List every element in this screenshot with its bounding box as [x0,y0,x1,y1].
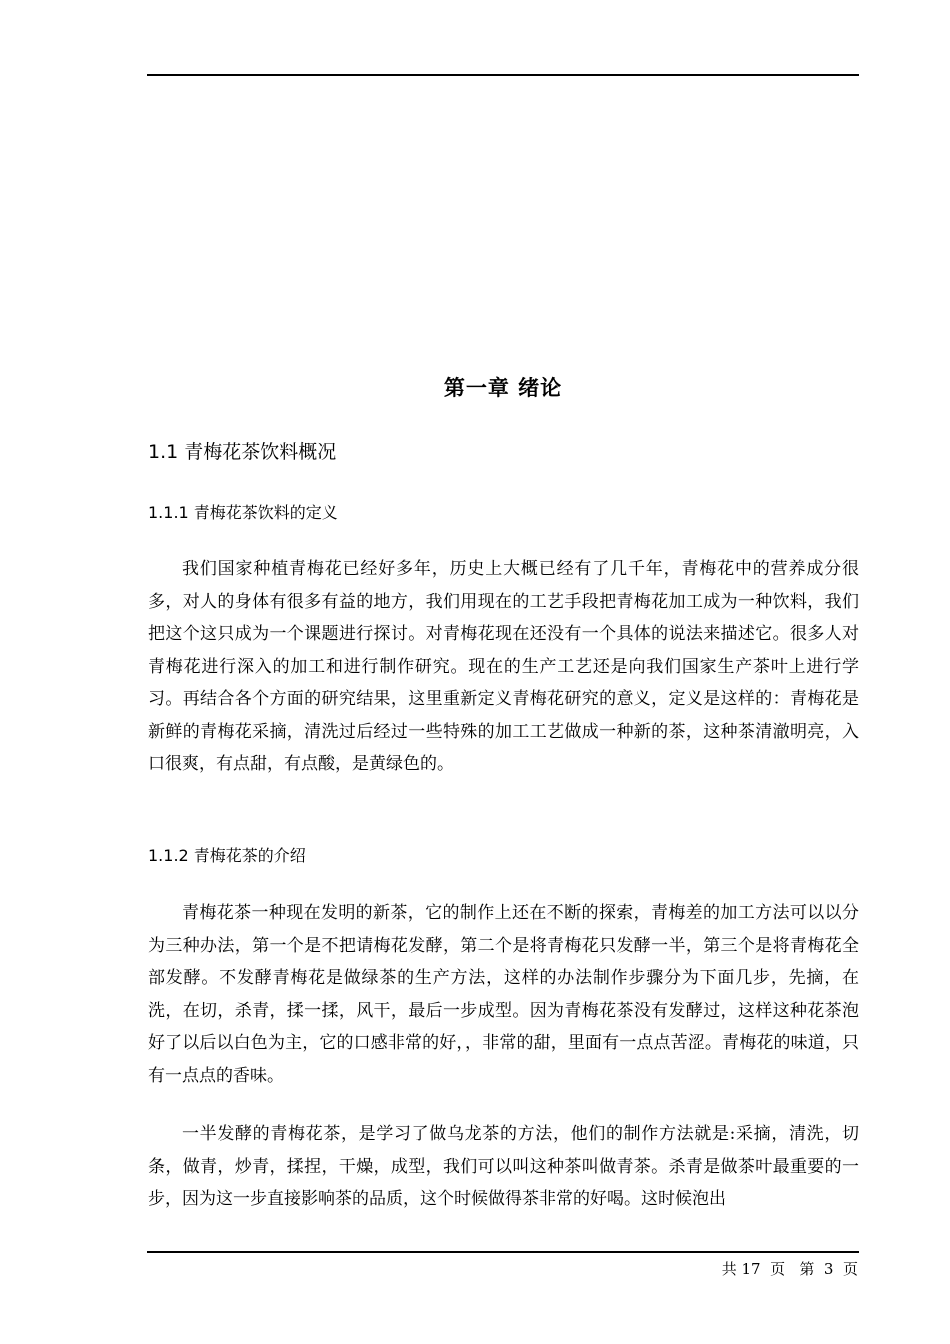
paragraph-definition: 我们国家种植青梅花已经好多年，历史上大概已经有了几千年，青梅花中的营养成分很多，对人的身体有很多有益的地方，我们用现在的工艺手段把青梅花加工成为一种饮料，我们把这个这只成为一个课题进行探讨。对青梅花现在还没有一个具体的说法来描述它。很多人对青梅花进行深入的加工和进行制作研究。现在的生产工艺还是向我们国家生产茶叶上进行学习。再结合各个方面的研究结果，这里重新定义青梅花研究的意义，定义是这样的：青梅花是新鲜的青梅花采摘，清洗过后经过一些特殊的加工工艺做成一种新的茶，这种茶清澈明亮，入口很爽，有点甜，有点酸，是黄绿色的。 [148,559,859,774]
page-number: 共 17 页 第 3 页 [721,1260,858,1278]
paragraph-introduction-1: 青梅花茶一种现在发明的新茶，它的制作上还在不断的探索，青梅差的加工方法可以以分为三种办法，第一个是不把请梅花发酵，第二个是将青梅花只发酵一半，第三个是将青梅花全部发酵。不发酵青梅花是做绿茶的生产方法，这样的办法制作步骤分为下面几步，先摘，在洗，在切，杀青，揉一揉，风干，最后一步成型。因为青梅花茶没有发酵过，这样这种花茶泡好了以后以白色为主，它的口感非常的好，，非常的甜，里面有一点点苦涩。青梅花的味道，只有一点点的香味。 [148,903,859,1086]
header-rule [147,74,859,76]
subsection-heading-definition: 1.1.1 青梅花茶饮料的定义 [148,503,338,522]
footer-rule [147,1251,859,1253]
section-heading: 1.1 青梅花茶饮料概况 [148,441,337,463]
paragraph-introduction-2: 一半发酵的青梅花茶，是学习了做乌龙茶的方法，他们的制作方法就是:采摘，清洗，切条，做青，炒青，揉捏，干燥，成型，我们可以叫这种茶叫做青茶。杀青是做茶叶最重要的一步，因为这一步直接影响茶的品质，这个时候做得茶非常的好喝。这时候泡出 [148,1124,859,1209]
subsection-heading-introduction: 1.1.2 青梅花茶的介绍 [148,846,306,865]
chapter-title: 第一章 绪论 [443,376,563,400]
